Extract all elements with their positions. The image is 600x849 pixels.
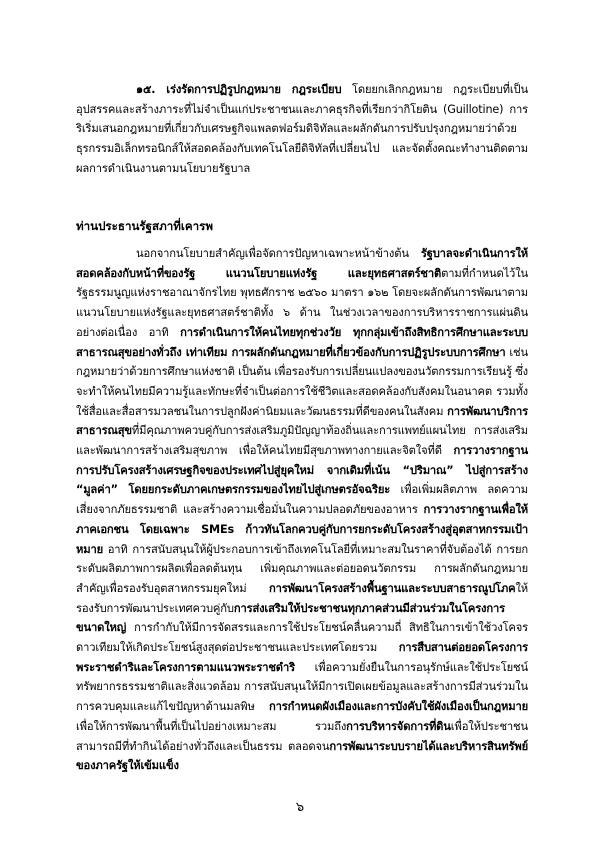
main-policy-paragraph (76, 244, 528, 776)
bold-run: การบริหารจัดการที่ดิน (346, 719, 451, 733)
salutation-heading: ท่านประธานรัฐสภาที่เคารพ (76, 219, 213, 233)
bold-run: การวางรากฐานการปรับโครงสร้างเศรษฐกิจของประเทศไปสู่ยุคใหม่ จากเดิมที่เน้น “ปริมาณ” ไปสู่การสร้าง “มูลค่า” โดยยกระดับภาคเกษตรกรรมของไทยไปสู่เกษตรอัจฉริยะ (76, 444, 528, 497)
text-run: นอกจากนโยบายสำคัญเพื่อจัดการปัญหาเฉพาะหน้าข้างต้น (136, 247, 421, 260)
bold-run: การพัฒนาบริการสาธารณสุข (76, 404, 528, 438)
bold-run: การกำหนดผังเมืองและการบังคับใช้ผังเมืองเป็นกฎหมาย (269, 700, 528, 714)
text-run: เพื่อให้ประชาชนสามารถมีที่ทำกินได้อย่างทั่วถึงและเป็นธรรม ตลอดจน (76, 719, 528, 753)
text-run: ให้รองรับการพัฒนาประเทศควบคู่กับ (76, 581, 528, 615)
bold-run: การวางรากฐานเพื่อให้ภาคเอกชน โดยเฉพาะ SMEs ก้าวทันโลกควบคู่กับการยกระดับโครงสร้างสู่อุตสาหกรรมเป้าหมาย (76, 503, 528, 556)
text-run: ตามที่กำหนดไว้ในรัฐธรรมนูญแห่งราชอาณาจักรไทย พุทธศักราช ๒๕๖๐ มาตรา ๑๖๒ โดยจะผลักดันการพัฒนาตามแนวนโยบายแห่งรัฐและยุทธศาสตร์ชาติทั้ง ๖ ด้าน ในช่วงเวลาของการบริหารราชการแผ่นดินอย่างต่อเนื่อง อาทิ (76, 266, 528, 339)
policy-item-15 (76, 80, 528, 179)
bold-run: การพัฒนาระบบรายได้และบริหารสินทรัพย์ของภาครัฐให้เข้มแข็ง (76, 739, 528, 773)
text-run: การกำกับให้มีการจัดสรรและการใช้ประโยชน์คลื่นความถี่ สิทธิในการเข้าใช้วงโคจรดาวเทียมให้เกิดประโยชน์สูงสุดต่อประชาชนและประเทศโดยรวม (76, 621, 528, 655)
bold-run: การส่งเสริมให้ประชาชนทุกภาคส่วนมีส่วนร่วมในโครงการขนาดใหญ่ (76, 601, 505, 635)
text-run: อาทิ การสนับสนุนให้ผู้ประกอบการเข้าถึงเทคโนโลยีที่เหมาะสมในราคาที่จับต้องได้ การยกระดับผลิตภาพการผลิตเพื่อลดต้นทุน เพิ่มคุณภาพและต่อยอดนวัตกรรม การผลักดันกฎหมายสำคัญเพื่อรองรับอุตสาหกรรมยุคใหม่ (76, 542, 528, 595)
text-run: เพื่อให้การพัฒนาพื้นที่เป็นไปอย่างเหมาะสม รวมถึง (76, 719, 347, 733)
text-run: เช่น กฎหมายว่าด้วยการศึกษาแห่งชาติ เป็นต้น เพื่อรองรับการเปลี่ยนแปลงของนวัตกรรมการเรียนรู้ ซึ่งจะทำให้คนไทยมีความรู้และทักษะที่จำเป็นต่อการใช้ชีวิตและสอดคล้องกับสังคมในอนาคต รวมทั้งใช้สื่อและสื่อสารมวลชนในการปลูกฝังค่านิยมและวัฒนธรรมที่ดีของคนในสังคม (76, 345, 528, 418)
text-run: เพื่อเพิ่มผลิตภาพ ลดความเสี่ยงจากภัยธรรมชาติ และสร้างความเชื่อมั่นในความปลอดภัยของอาหาร (76, 483, 528, 517)
bold-run: รัฐบาลจะดำเนินการให้สอดคล้องกับหน้าที่ของรัฐ แนวนโยบายแห่งรัฐ และยุทธศาสตร์ชาติ (76, 247, 528, 280)
text-run: เพื่อความยั่งยืนในการอนุรักษ์และใช้ประโยชน์ทรัพยากรธรรมชาติและสิ่งแวดล้อม การสนับสนุนให้มีการเปิดเผยข้อมูลและสร้างการมีส่วนร่วมในการควบคุมและแก้ไขปัญหาด้านมลพิษ (76, 660, 528, 714)
bold-run: การดำเนินการให้คนไทยทุกช่วงวัย ทุกกลุ่มเข้าถึงสิทธิการศึกษาและระบบสาธารณสุขอย่างทั่วถึง เท่าเทียม การผลักดันกฎหมายที่เกี่ยวข้องกับการปฏิรูประบบการศึกษา (76, 325, 528, 359)
text-run: ที่มีคุณภาพควบคู่กับการส่งเสริมภูมิปัญญาท้องถิ่นและการแพทย์แผนไทย การส่งเสริมและพัฒนาการสร้างเสริมสุขภาพ เพื่อให้คนไทยมีสุขภาพทางกายและจิตใจที่ดี (76, 424, 528, 458)
page-number: ๖ (295, 800, 305, 815)
policy-item-15-title: ๑๕. เร่งรัดการปฏิรูปกฎหมาย กฎระเบียบ (136, 83, 342, 96)
policy-item-15-text: โดยยกเลิกกฎหมาย กฎระเบียบที่เป็นอุปสรรคและสร้างภาระที่ไม่จำเป็นแก่ประชาชนและภาคธุรกิจที่เรียกว่ากิโยติน (Guillotine) การริเริ่มเสนอกฎหมายที่เกี่ยวกับเศรษฐกิจแพลตฟอร์มดิจิทัลและผลักดันการปรับปรุงกฎหมายว่าด้วยธุรกรรมอิเล็กทรอนิกส์ให้สอดคล้องกับเทคโนโลยีดิจิทัลที่เปลี่ยนไป และจัดตั้งคณะทำงานติดตามผลการดำเนินงานตามนโยบายรัฐบาล (76, 83, 528, 175)
bold-run: การสืบสานต่อยอดโครงการพระราชดำริและโครงการตามแนวพระราชดำริ (76, 641, 528, 674)
bold-run: การพัฒนาโครงสร้างพื้นฐานและระบบสาธารณูปโภค (268, 581, 516, 595)
